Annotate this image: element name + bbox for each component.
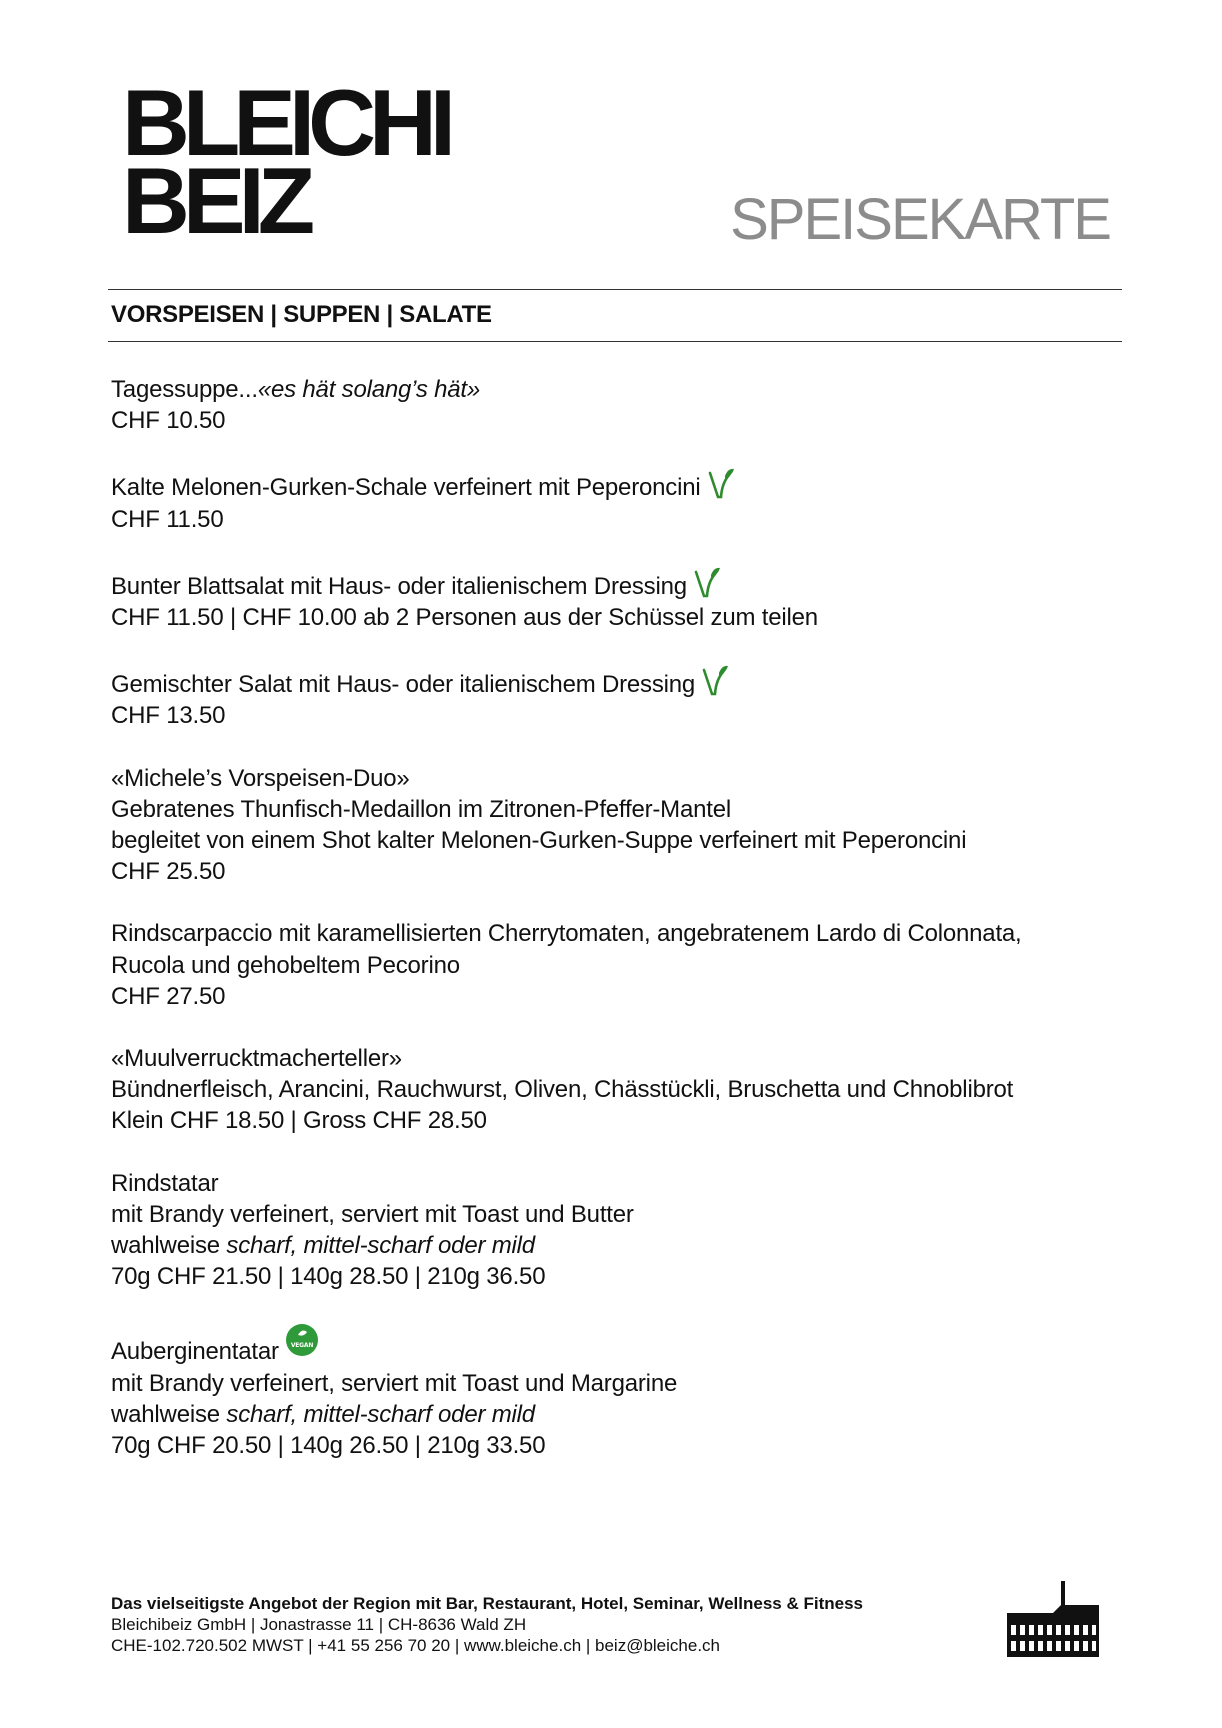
menu-item-line [111, 1043, 1131, 1074]
menu-item-text: Kalte Melonen-Gurken-Schale verfeinert mit Peperoncini [111, 474, 701, 502]
menu-item-text: Gebratenes Thunfisch-Medaillon im Zitronen-Pfeffer-Mantel [111, 795, 732, 823]
section-heading: VORSPEISEN | SUPPEN | SALATE [111, 301, 492, 328]
menu-item-italic-text: scharf, mittel-scharf oder mild [226, 1232, 535, 1260]
menu-item-text: mit Brandy verfeinert, serviert mit Toast und Margarine [111, 1369, 678, 1397]
menu-item-line [111, 700, 1131, 731]
menu-item-text: mit Brandy verfeinert, serviert mit Toast und Butter [111, 1200, 634, 1228]
menu-item-text: Klein CHF 18.50 | Gross CHF 28.50 [111, 1107, 487, 1135]
menu-item [111, 374, 1131, 436]
menu-item-line [111, 1105, 1131, 1136]
logo-line-1: BLEICHI [122, 70, 449, 175]
menu-item-line [111, 1168, 1131, 1199]
menu-item-text: Rindscarpaccio mit karamellisierten Cherrytomaten, angebratenem Lardo di Colonnata, [111, 920, 1022, 948]
menu-item-italic-text: scharf, mittel-scharf oder mild [226, 1400, 535, 1428]
brand-logo [122, 70, 449, 253]
menu-item [111, 763, 1131, 888]
menu-item-text: Gemischter Salat mit Haus- oder italienischem Dressing [111, 671, 696, 699]
menu-item-text: wahlweise [111, 1232, 227, 1260]
menu-item-line [111, 825, 1131, 856]
menu-item-text: CHF 25.50 [111, 858, 226, 886]
menu-item-text: Rindstatar [111, 1169, 219, 1197]
section-divider-top [108, 289, 1122, 290]
menu-item-line [111, 1368, 1131, 1399]
menu-item-line [111, 602, 1131, 633]
menu-item-line [111, 856, 1131, 887]
footer [111, 1593, 863, 1656]
svg-text:VEGAN: VEGAN [290, 1342, 313, 1350]
menu-item-line [111, 1399, 1131, 1430]
menu-item-text: 70g CHF 20.50 | 140g 26.50 | 210g 33.50 [111, 1432, 546, 1460]
menu-item-line [111, 1261, 1131, 1292]
vegetarian-leaf-icon [701, 664, 729, 696]
menu-item-text: begleitet von einem Shot kalter Melonen-Gurken-Suppe verfeinert mit Peperoncini [111, 827, 967, 855]
menu-item-text: CHF 27.50 [111, 982, 226, 1010]
menu-item-text: 70g CHF 21.50 | 140g 28.50 | 210g 36.50 [111, 1263, 546, 1291]
menu-item-text: wahlweise [111, 1400, 227, 1428]
footer-tagline: Das vielseitigste Angebot der Region mit Bar, Restaurant, Hotel, Seminar, Wellness & Fitness [111, 1594, 863, 1613]
footer-contact: CHE-102.720.502 MWST | +41 55 256 70 20 | www.bleiche.ch | beiz@bleiche.ch [111, 1636, 721, 1655]
menu-item-text: Tagessuppe... [111, 376, 258, 403]
menu-item-text: «Michele’s Vorspeisen-Duo» [111, 764, 410, 792]
menu-item-line [111, 566, 1131, 602]
menu-item [111, 1168, 1131, 1293]
page-title: SPEISEKARTE [730, 187, 1110, 252]
menu-item [111, 664, 1131, 731]
menu-item-line [111, 467, 1131, 503]
menu-item-line [111, 763, 1131, 794]
menu-item-line [111, 664, 1131, 700]
menu-item-text: Bündnerfleisch, Arancini, Rauchwurst, Oliven, Chässtückli, Bruschetta und Chnoblibrot [111, 1076, 1014, 1104]
footer-address: Bleichibeiz GmbH | Jonastrasse 11 | CH-8636 Wald ZH [111, 1615, 527, 1634]
menu-item-line [111, 981, 1131, 1012]
vegan-badge-icon [285, 1323, 319, 1357]
menu-item-line [111, 950, 1131, 981]
menu-item-italic-text: «es hät solang’s hät» [257, 376, 481, 403]
menu-item-text: CHF 11.50 | CHF 10.00 ab 2 Personen aus der Schüssel zum teilen [111, 604, 818, 632]
menu-item-line [111, 918, 1131, 949]
menu-item-line [111, 1199, 1131, 1230]
menu-item [111, 918, 1131, 1012]
menu-item-text: CHF 11.50 [111, 505, 224, 533]
menu-item-text: Rucola und gehobeltem Pecorino [111, 951, 460, 979]
menu-item-line [111, 405, 1131, 436]
menu-item-line [111, 1230, 1131, 1261]
menu-item-line [111, 1074, 1131, 1105]
vegetarian-leaf-icon [693, 566, 721, 598]
menu-item-line [111, 374, 1131, 405]
menu-item [111, 1323, 1131, 1461]
factory-building-icon [1003, 1581, 1103, 1661]
menu-item-text: CHF 13.50 [111, 702, 226, 730]
menu-item-line [111, 504, 1131, 535]
vegetarian-leaf-icon [707, 467, 735, 499]
menu-item-line [111, 1430, 1131, 1461]
menu-item-text: Auberginentatar [111, 1338, 279, 1366]
logo-line-2: BEIZ [122, 148, 309, 253]
menu-item [111, 566, 1131, 633]
section-divider-bottom [108, 341, 1122, 342]
menu-item [111, 467, 1131, 534]
menu-item-text: «Muulverrucktmacherteller» [111, 1045, 402, 1073]
menu-item-text: Bunter Blattsalat mit Haus- oder italienischem Dressing [111, 572, 687, 600]
menu-item-text: CHF 10.50 [111, 407, 226, 435]
menu-item-line [111, 794, 1131, 825]
menu-items-list [111, 374, 1131, 1492]
menu-item-line [111, 1323, 1131, 1367]
menu-item [111, 1043, 1131, 1137]
